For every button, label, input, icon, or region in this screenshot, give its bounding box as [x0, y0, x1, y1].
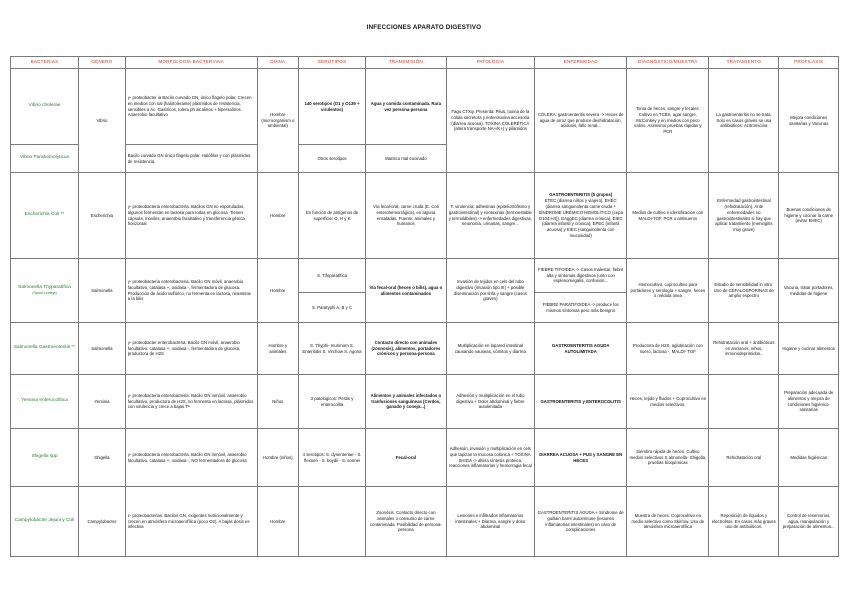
morphology-cell: Bacilo curvado GN único flagelo polar. Halófilos y con plásmidos de resistencia [125, 145, 257, 173]
disease-cell: FIEBRE TIFOIDEA -> Casos malestar, fiebre alta y síntomas digestivos (unto con esplenomegalia, confusión... [534, 259, 626, 293]
table-row [11, 323, 839, 375]
serotype-cell: S. Thyphi- murimum S. Enteritidis S. Virchow S. Agona [299, 323, 366, 375]
transmission-cell: Zoonósis. Contacto directo con animales o consumo de carne contaminada. Posibilidad de persona-persona [365, 487, 446, 557]
table-row [11, 487, 839, 557]
prophylaxis-cell: Mejora condiciones sanitarias y Vacunas [779, 69, 839, 173]
target-cell: Hombre (niños) [257, 429, 298, 487]
disease-cell: DIARREA ACUOSA + PUS y SANGRE EN HECES [534, 429, 626, 487]
header-diagnostico: DIAGNÓSTICO/MUESTRA [627, 57, 709, 69]
pathology-cell: Adhesión y multiplicación en el tubo digestivo + Dolor abdominal y fiebre autolimitada [446, 375, 534, 429]
bacteria-name: Escherichia Coli ** [11, 173, 79, 259]
diagnosis-cell: Hemocultivo, coprocultivo para portadores y serología + sangre, heces o médula ósea [627, 259, 709, 323]
infections-table [10, 56, 839, 557]
diagnosis-cell: Heces, tejido y fluidos + Coprocultivo en medios selectivos. [627, 375, 709, 429]
disease-text: ETEC (diarrea niños y viajero), EHEC (diarrea sanguinolenta carne cruda + SÍNDROME URÉMICO HEMOLÍTICO (cepa O104:H4)), EAggEC (diarrea crónica), EIEC (diarrea infantil y crónica), EPEC (infantil acuosa) y EIEC (sanguinolenta con mucosidad) [538, 198, 623, 238]
prophylaxis-cell: Preparación adecuada de alimentos y mejora de condiciones higiénico-sanitarias [779, 375, 839, 429]
morphology-cell: γ- proteobacteria enterobacteria. Bacilo GN inmóvil, anaerobio facultativo, catalasa +, oxidasa -, NO fermentadora de glucosa [125, 429, 257, 487]
genus-cell: Salmonella [79, 323, 126, 375]
transmission-cell: Vía fecal-oral, carne cruda (E. Coli enterohemorrágica), en alguna ensaladas. Fuente: animales y humanos [365, 173, 446, 259]
diagnosis-cell: Productora de H2S, aglutinación con suero, lactosa -, MALDI- TOF [627, 323, 709, 375]
prophylaxis-cell: Medidas higiénicas [779, 429, 839, 487]
target-cell: Hombre (microorganism o ambiental) [257, 69, 298, 173]
disease-cell: FIEBRE PARATIFOIDEA -> produce los mismos síntomas pero más benigno [534, 293, 626, 323]
genus-cell: Escherichia [79, 173, 126, 259]
header-serotipos: SEROTIPOS [299, 57, 366, 69]
disease-cell: GASTROENTERITIS y ENTEROCOLITIS [534, 375, 626, 429]
bacteria-name: Salmonella Gastroenteritis ** [11, 323, 79, 375]
treatment-cell: Estudio de sensibilidad in vitro. Uso de CEFALOSPORINAS de amplio espectro [709, 259, 779, 323]
diagnosis-cell: Muestra de heces. Coprocultivo en medio selectivo como Skirrow. Uso de atmósfera microaerofílica [627, 487, 709, 557]
genus-cell: Vibrio [79, 69, 126, 173]
table-row [11, 429, 839, 487]
morphology-cell: γ- proteobacter ia Bacilo curvado GN, único flagelo polar. Crecen en medios con sal (halotolerante) plásmidos de resistencia, sensibles a Ac. Gastricos, tolera ph alcalinos + hipersalinos. Anaerobio facultativo [125, 69, 257, 145]
morphology-cell: γ- proteobacteria enterobacteria. Bacilos GN no esporulados, algunos fermentan en lactosa para todas en glucosa. Tienen cápsula, móviles, anaerobio facultativo y transferencia génica horizontal [125, 173, 257, 259]
prophylaxis-cell: Higiene y cocinar alimentos [779, 323, 839, 375]
header-tratamiento: TRATAMIENTO [709, 57, 779, 69]
table-row [11, 69, 839, 145]
disease-cell [534, 173, 626, 259]
header-row [11, 57, 839, 69]
header-transmision: TRANSMISIÓN [365, 57, 446, 69]
target-cell: Hombre [257, 173, 298, 259]
pathology-cell: Invasión de tejidos en cels del tubo digestivo (invasión tipo III) + posible diseminación por linfa y sangre (casos graves) [446, 259, 534, 323]
header-bacterias: BACTERIAS [11, 57, 79, 69]
table-row [11, 259, 839, 293]
morphology-cell: ε- proteobacterias. Bacilos GN, exigentes nutricionalmente y crecen en atmósfera microaerofílica (poco O2). A bajas dosis es infectiva [125, 487, 257, 557]
header-profilaxis: PROFILAXIS [779, 57, 839, 69]
bacteria-name: Vibrio cholerae [11, 69, 79, 145]
diagnosis-cell: Toma de heces, sangre y fecales. Cultivo en TCBS, agar sangre, McConkey y en medios con peco salino. Asimismo pruebas rápidas y PCR [627, 69, 709, 173]
morphology-cell: γ- proteobacteria enterobacteria. Bacilo GN inmóvil, anaerobio facultativo, productora de H2S, no fermenta en lactosa, plásmidos con virulencia y crece a bajas Tª [125, 375, 257, 429]
diagnosis-cell: Medios de cultivo e identificación con MALDI-TOF. PCR o antisueros [627, 173, 709, 259]
transmission-cell: Agua y comida contaminada. Rara vez persona-persona [365, 69, 446, 145]
header-patologia: PATOLOGÍA [446, 57, 534, 69]
morphology-cell: γ- proteobacter enterobacteria. Bacilo GN móvil, anaerobio facultativo, catalasa +, oxidasa -, fermentadora de glucosa, productora de H2S [125, 323, 257, 375]
header-morfologia: MORFOLOGÍA BACTERIANA [125, 57, 257, 69]
genus-cell: Campylobacter [79, 487, 126, 557]
bacteria-label: Salmonella Thyparatífica [18, 284, 71, 290]
serotype-cell [299, 487, 366, 557]
header-genero: GÉNERO [79, 57, 126, 69]
morphology-cell: γ- proteobacteria enterobacteria. Bacilo GN móvil, anaerobio facultativo, catalasa +, oxidasa -, fermentadora de glucosa. Producción de ácido sulfúrico, no fermenta en lactosa, resistente a la bilis [125, 259, 257, 323]
diagnosis-cell: Siembra rápida de heces. Cultivo medios selectivos S almonella- Shigella, pruebas bioquímicas [627, 429, 709, 487]
treatment-cell: La gastroenteritis no se trata. Solo en casos graves se usa antibióticos: Azitromicina [709, 69, 779, 173]
serotype-cell: En función de antígenos de superficie: O, H y K [299, 173, 366, 259]
target-cell: Hombre [257, 487, 298, 557]
treatment-cell: Rehidratación oral [709, 429, 779, 487]
disease-cell: GASTROENTERITIS AGUDA + Síndrome de guillain barré autoinmune (lesiones inflamatorias intestinales) en caso de complicaciones [534, 487, 626, 557]
treatment-cell: Enfermedad gastrointestinal (rehidratación). Ante enfermedades no gastrointestinales si hay que aplicar tratamiento (meningitis muy grave) [709, 173, 779, 259]
pathology-cell: Fago CTXφ. Presenta: Pilus, toxina de la cólula secretora y enterotoxina accesoria (diarrea acuosa). TOXINA COLERÉTICA (altera transporte NA+/K+) y pilamidos [446, 69, 534, 173]
transmission-cell: Contacto directo con animales (zoonosis), alimentos, portadores crónicos y persona-persona [365, 323, 446, 375]
disease-cell: CÓLERA: gastroenteritis severa -> Heces de agua de arroz que produce deshidratación, acidosis, fallo renal... [534, 69, 626, 173]
prophylaxis-cell: Vacuna, tratar portadores, medidas de higiene [779, 259, 839, 323]
prophylaxis-cell: Control de reservorios, agua, manipulación y preparación de alimentos... [779, 487, 839, 557]
bacteria-name [11, 259, 79, 323]
table-row [11, 375, 839, 429]
document-title: INFECCIONES APARATO DIGESTIVO [366, 24, 482, 31]
pathology-cell: Lesiones e infiltrados inflamatorios intestinales + Diarrea, sangre y dolor abdominal [446, 487, 534, 557]
table-row [11, 173, 839, 259]
serotype-cell: S. Tifoparatífica [299, 259, 366, 293]
bacteria-name: Yersinia enterocolítica [11, 375, 79, 429]
bacteria-name: Shigella spp [11, 429, 79, 487]
target-cell: Hombre y animales [257, 323, 298, 375]
transmission-cell: Fecal-oral [365, 429, 446, 487]
prophylaxis-cell: Buenas condiciones de higiene y cocinar la carne (evitar EHEC) [779, 173, 839, 259]
transmission-cell: Marisco mal cocinado [365, 145, 446, 173]
target-cell: Niños [257, 375, 298, 429]
header-enfermedad: ENFERMEDAD [534, 57, 626, 69]
bacteria-note: (Salud Lenteja) [32, 291, 57, 296]
pathology-cell: F. virulencia: adhesinas (epiteliotrofismo y gastrointestinal) y exotoxinas (termoestable y termolábiles) -> enfermedades digestivas, neumonía, urinarias, sangre... [446, 173, 534, 259]
disease-title: GASTROENTERITIS (5 grupos) [549, 192, 613, 198]
serotype-cell: 4 serotipos: S. dysenteriae - S. flexneri - S. boydii - S. sonnei [299, 429, 366, 487]
genus-cell: Salmonella [79, 259, 126, 323]
disease-cell: GASTROENTERITIS AGUDA AUTOLIMITADA [534, 323, 626, 375]
header-diana: DIANA [257, 57, 298, 69]
genus-cell: Shigella [79, 429, 126, 487]
pathology-cell: Multiplicación en lapared intestinal causando nauseas, vómitos y diarrea [446, 323, 534, 375]
transmission-cell: Alimentos y animales infectados o tranfusiones sanguíneas (Cerdos, ganado y conejo...) [365, 375, 446, 429]
treatment-cell: Reposición de líquidos y electrolitos. En casos más graves uso de antibióticos. [709, 487, 779, 557]
serotype-cell: Otros serotipos [299, 145, 366, 173]
target-cell: Hombre [257, 259, 298, 323]
serotype-cell: 140 serotipos (O1 y O139 + virulentos) [299, 69, 366, 145]
bacteria-name: Vibrio Parahemolyticus [11, 145, 79, 173]
treatment-cell [709, 375, 779, 429]
serotype-cell: 3 patológicos: Pestis y enterocolita [299, 375, 366, 429]
bacteria-name: Campylobacter Jejuni y Coli [11, 487, 79, 557]
genus-cell: Yersinia [79, 375, 126, 429]
transmission-cell: Vía fecal-oral (heces o bilis), agua o alimentos contaminados [365, 259, 446, 323]
pathology-cell: Adhesión, invasión y multiplicación en cels que tapizan la mucosa colónica + TOXINA SHIGA -> altera síntesis proteica, reacciones inflamatorias y hemorragia fecal [446, 429, 534, 487]
treatment-cell: Rehidratación oral + antibióticos en ancianos, niños, inmunodeprimidos.. [709, 323, 779, 375]
serotype-cell: S. Paratyphi A, B y C [299, 293, 366, 323]
